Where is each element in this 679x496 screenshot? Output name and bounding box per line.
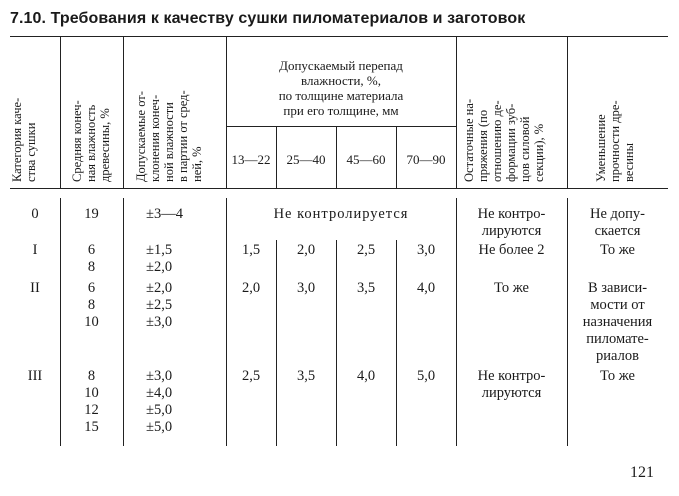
row-1-diff-13-22: 1,5: [241, 242, 261, 258]
row-3-dev: ±3,0 ±4,0 ±5,0 ±5,0: [146, 368, 173, 435]
row-1-residual: Не более 2: [478, 242, 545, 258]
thickness-group-rule: [226, 126, 456, 127]
row-2-diff-25-40: 3,0: [296, 280, 316, 296]
header-divider: [60, 36, 61, 188]
header-divider: [456, 36, 457, 188]
header-divider: [123, 36, 124, 188]
row-3-category: III: [27, 368, 43, 384]
table-title: 7.10. Требования к качеству сушки пиломатериалов и заготовок: [10, 10, 526, 27]
row-0-dev: ±3—4: [146, 206, 183, 222]
header-bottom-rule: [10, 188, 668, 189]
header-thickness-25-40: 25—40: [286, 152, 326, 167]
header-avg-moisture: Средняя конеч- ная влажность древесины, %: [70, 100, 112, 182]
row-0-strength: Не допу- скается: [590, 206, 645, 239]
row-3-diff-70-90: 5,0: [416, 368, 436, 384]
row-3-diff-13-22: 2,5: [241, 368, 261, 384]
row-1-dev: ±1,5 ±2,0: [146, 242, 173, 275]
row-1-avg: 6 8: [87, 242, 96, 275]
header-moisture-diff: Допускаемый перепад влажности, %, по толщине материала при его толщине, мм: [278, 58, 404, 118]
header-residual: Остаточные на- пряжения (по отношению де- формации зуб- цов силовой секции), %: [462, 98, 546, 182]
header-strength: Уменьшение прочности дре- весины: [594, 100, 636, 182]
row-2-diff-45-60: 3,5: [356, 280, 376, 296]
row-3-diff-45-60: 4,0: [356, 368, 376, 384]
row-0-residual: Не контро- лируются: [477, 206, 546, 239]
row-1-diff-45-60: 2,5: [356, 242, 376, 258]
row-1-diff-70-90: 3,0: [416, 242, 436, 258]
body-divider: [123, 198, 124, 446]
row-2-category: II: [30, 280, 40, 296]
body-divider: [276, 240, 277, 446]
page-number: 121: [630, 464, 654, 481]
row-3-strength: То же: [600, 368, 635, 384]
row-3-diff-25-40: 3,5: [296, 368, 316, 384]
header-thickness-13-22: 13—22: [231, 152, 271, 167]
row-2-dev: ±2,0 ±2,5 ±3,0: [146, 280, 173, 330]
row-0-category: 0: [31, 206, 39, 222]
header-thickness-45-60: 45—60: [346, 152, 386, 167]
row-2-strength: В зависи- мости от назначения пиломате- риалов: [582, 280, 653, 364]
body-divider: [396, 240, 397, 446]
header-deviation: Допускаемые от- клонения конеч- ной влажности в партии от сред- ней, %: [134, 90, 204, 182]
row-0-avg: 19: [84, 206, 99, 222]
row-3-avg: 8 10 12 15: [84, 368, 99, 435]
header-category: Категория каче- ства сушки: [10, 97, 38, 182]
row-2-diff-70-90: 4,0: [416, 280, 436, 296]
row-1-diff-25-40: 2,0: [296, 242, 316, 258]
header-thickness-70-90: 70—90: [406, 152, 446, 167]
table-top-rule: [10, 36, 668, 37]
row-1-category: I: [32, 242, 38, 258]
row-0-diff-merged: Не контролируется: [273, 206, 409, 222]
row-3-residual: Не контро- лируются: [477, 368, 546, 401]
row-1-strength: То же: [600, 242, 635, 258]
row-2-residual: То же: [494, 280, 529, 296]
row-2-avg: 6 8 10: [84, 280, 99, 330]
body-divider: [226, 198, 227, 446]
row-2-diff-13-22: 2,0: [241, 280, 261, 296]
body-divider: [336, 240, 337, 446]
header-divider: [567, 36, 568, 188]
